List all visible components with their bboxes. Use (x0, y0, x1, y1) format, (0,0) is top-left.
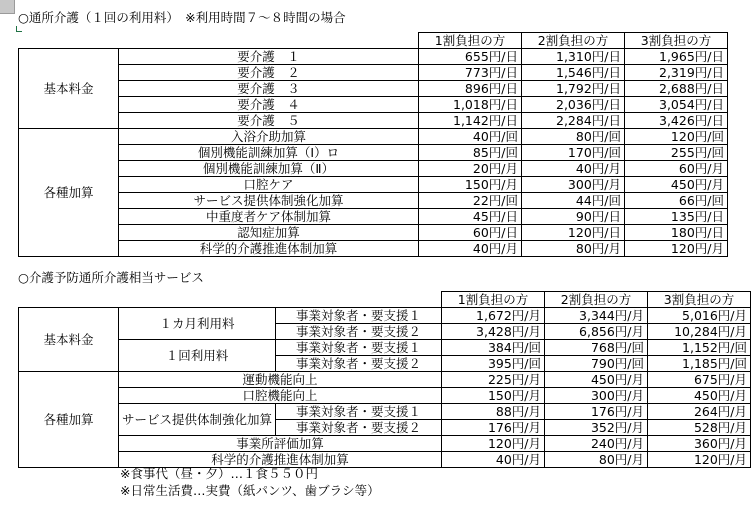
row-item: 事業対象者・要支援１ (276, 340, 442, 356)
value-cell: 66円/回 (625, 193, 728, 209)
table-row (19, 340, 751, 356)
footnotes (120, 465, 380, 499)
row-item: 事業対象者・要支援１ (276, 308, 442, 324)
value-cell: 120円/月 (648, 452, 751, 468)
value-cell: 264円/月 (648, 404, 751, 420)
value-cell: 80円/月 (522, 241, 625, 257)
value-cell: 80円/回 (522, 129, 625, 145)
section1-title: ○通所介護（１回の利用料） ※利用時間７～８時間の場合 (18, 10, 346, 25)
row-item: 事業対象者・要支援１ (276, 404, 442, 420)
table-row (19, 129, 728, 145)
table-row (19, 177, 728, 193)
value-cell: 40円/月 (522, 161, 625, 177)
value-cell: 120円/日 (522, 225, 625, 241)
value-cell: 135円/日 (625, 209, 728, 225)
row-item: 事業対象者・要支援２ (276, 324, 442, 340)
table-row (19, 388, 751, 404)
value-cell: 1,018円/日 (419, 97, 522, 113)
value-cell: 300円/月 (545, 388, 648, 404)
value-cell: 360円/月 (648, 436, 751, 452)
row-item: 運動機能向上 (119, 372, 442, 388)
table-row (19, 113, 728, 129)
value-cell: 2,036円/日 (522, 97, 625, 113)
section2-title: ○介護予防通所介護相当サービス (18, 270, 204, 285)
table-row (19, 225, 728, 241)
value-cell: 176円/月 (442, 420, 545, 436)
note-daily-expenses: ※日常生活費…実費（紙パンツ、歯ブラシ等） (120, 483, 380, 498)
row-item: 中重度者ケア体制加算 (119, 209, 419, 225)
value-cell: 450円/月 (545, 372, 648, 388)
value-cell: 655円/日 (419, 49, 522, 65)
row-item: 要介護 ２ (119, 65, 419, 81)
table-row (19, 97, 728, 113)
value-cell: 6,856円/月 (545, 324, 648, 340)
table-row (19, 145, 728, 161)
value-cell: 40円/月 (419, 241, 522, 257)
value-cell: 88円/月 (442, 404, 545, 420)
value-cell: 170円/回 (522, 145, 625, 161)
row-item: サービス提供体制強化加算 (119, 193, 419, 209)
table-row (19, 65, 728, 81)
row-item: 要介護 １ (119, 49, 419, 65)
value-cell: 120円/月 (442, 436, 545, 452)
table-row (19, 193, 728, 209)
value-cell: 120円/回 (625, 129, 728, 145)
value-cell: 1,546円/日 (522, 65, 625, 81)
row-item: 要介護 ３ (119, 81, 419, 97)
subgroup-label-once: １回利用料 (119, 340, 276, 372)
note-meal-fee: ※食事代（昼・夕）…１食５５０円 (120, 466, 318, 481)
table-row (19, 49, 728, 65)
value-cell: 1,792円/日 (522, 81, 625, 97)
value-cell: 450円/月 (625, 177, 728, 193)
row-item: 個別機能訓練加算（Ⅱ） (119, 161, 419, 177)
table-row (19, 404, 751, 420)
row-item: 口腔機能向上 (119, 388, 442, 404)
row-item: 口腔ケア (119, 177, 419, 193)
value-cell: 1,965円/日 (625, 49, 728, 65)
table-row (19, 161, 728, 177)
select-all-corner[interactable] (0, 0, 15, 14)
value-cell: 22円/回 (419, 193, 522, 209)
value-cell: 5,016円/月 (648, 308, 751, 324)
value-cell: 3,428円/月 (442, 324, 545, 340)
table-row (19, 308, 751, 324)
row-item: 事業対象者・要支援２ (276, 356, 442, 372)
value-cell: 60円/日 (419, 225, 522, 241)
value-cell: 80円/月 (545, 452, 648, 468)
table-row (19, 241, 728, 257)
value-cell: 176円/月 (545, 404, 648, 420)
value-cell: 1,142円/日 (419, 113, 522, 129)
value-cell: 300円/月 (522, 177, 625, 193)
value-cell: 384円/回 (442, 340, 545, 356)
preventive-service-fee-table (18, 291, 751, 468)
table-row (19, 81, 728, 97)
value-cell: 2,284円/日 (522, 113, 625, 129)
table-header-row (19, 33, 728, 49)
subgroup-label-monthly: １カ月利用料 (119, 308, 276, 340)
group-label-addons: 各種加算 (19, 129, 119, 257)
value-cell: 1,185円/回 (648, 356, 751, 372)
header-2wari: 2割負担の方 (522, 33, 625, 49)
value-cell: 2,688円/日 (625, 81, 728, 97)
value-cell: 790円/回 (545, 356, 648, 372)
value-cell: 1,310円/日 (522, 49, 625, 65)
group-label-basic: 基本料金 (19, 308, 119, 372)
header-3wari: 3割負担の方 (648, 292, 751, 308)
value-cell: 896円/日 (419, 81, 522, 97)
value-cell: 10,284円/月 (648, 324, 751, 340)
row-item: 事業対象者・要支援２ (276, 420, 442, 436)
value-cell: 768円/回 (545, 340, 648, 356)
value-cell: 60円/月 (625, 161, 728, 177)
row-item: 事業所評価加算 (119, 436, 442, 452)
row-item: 要介護 ４ (119, 97, 419, 113)
value-cell: 528円/月 (648, 420, 751, 436)
row-item: 認知症加算 (119, 225, 419, 241)
value-cell: 773円/日 (419, 65, 522, 81)
value-cell: 44円/回 (522, 193, 625, 209)
value-cell: 240円/月 (545, 436, 648, 452)
row-item: 入浴介助加算 (119, 129, 419, 145)
row-item: 科学的介護推進体制加算 (119, 241, 419, 257)
table-row (19, 436, 751, 452)
group-label-basic: 基本料金 (19, 49, 119, 129)
header-2wari: 2割負担の方 (545, 292, 648, 308)
day-service-fee-table (18, 32, 728, 257)
value-cell: 120円/月 (625, 241, 728, 257)
value-cell: 3,054円/日 (625, 97, 728, 113)
header-1wari: 1割負担の方 (419, 33, 522, 49)
row-item: 科学的介護推進体制加算 (119, 452, 442, 468)
header-blank-cell (19, 33, 419, 49)
row-item: 要介護 ５ (119, 113, 419, 129)
value-cell: 180円/日 (625, 225, 728, 241)
value-cell: 85円/回 (419, 145, 522, 161)
value-cell: 40円/月 (442, 452, 545, 468)
group-label-addons: 各種加算 (19, 372, 119, 468)
value-cell: 45円/日 (419, 209, 522, 225)
value-cell: 20円/月 (419, 161, 522, 177)
header-1wari: 1割負担の方 (442, 292, 545, 308)
table-row (19, 209, 728, 225)
table-header-row (19, 292, 751, 308)
value-cell: 675円/月 (648, 372, 751, 388)
value-cell: 3,344円/月 (545, 308, 648, 324)
value-cell: 40円/回 (419, 129, 522, 145)
value-cell: 3,426円/日 (625, 113, 728, 129)
value-cell: 1,672円/月 (442, 308, 545, 324)
value-cell: 2,319円/日 (625, 65, 728, 81)
value-cell: 255円/回 (625, 145, 728, 161)
value-cell: 150円/月 (419, 177, 522, 193)
value-cell: 225円/月 (442, 372, 545, 388)
header-blank-cell (19, 292, 442, 308)
value-cell: 395円/回 (442, 356, 545, 372)
subgroup-label-service: サービス提供体制強化加算 (119, 404, 276, 436)
value-cell: 150円/月 (442, 388, 545, 404)
value-cell: 450円/月 (648, 388, 751, 404)
value-cell: 352円/月 (545, 420, 648, 436)
row-item: 個別機能訓練加算（Ⅰ）ロ (119, 145, 419, 161)
value-cell: 1,152円/回 (648, 340, 751, 356)
value-cell: 90円/日 (522, 209, 625, 225)
header-3wari: 3割負担の方 (625, 33, 728, 49)
table-row (19, 372, 751, 388)
